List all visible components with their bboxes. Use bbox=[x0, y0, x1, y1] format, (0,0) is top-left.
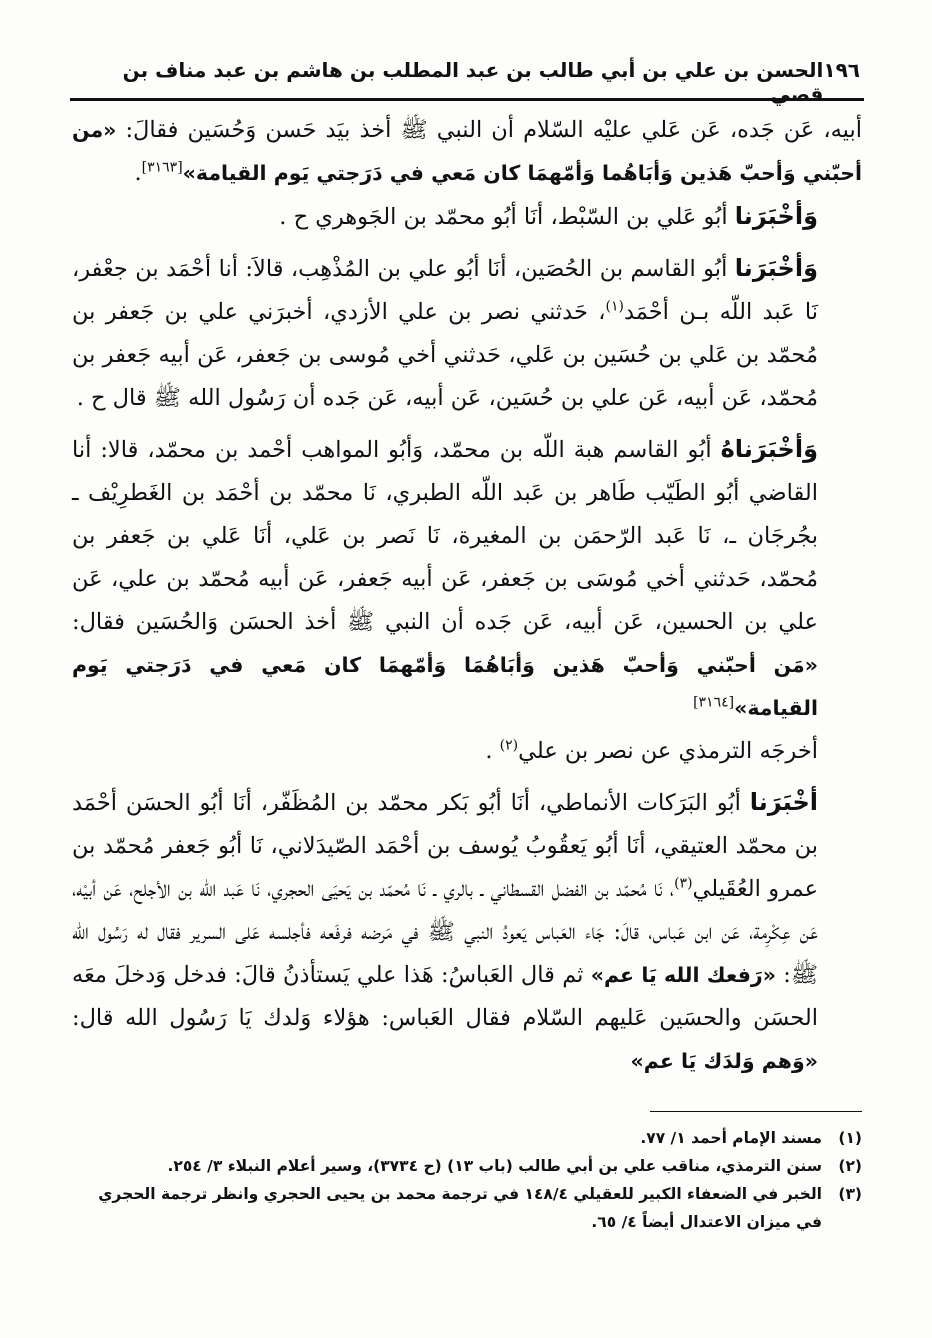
paragraph-text: أبُو البَرَكات الأنماطي، أنَا أبُو بَكر محمّد بن المُظَفّر، أنَا أبُو الحسَن أحْمَد بن محمّد العتيقي، أنَا أبُو يَعقُوبُ يُوسف بن أحْمَد الصّيدَلاني، نَا أبُو جَعفر مُحمّد بن عمرو العُقَيلي bbox=[72, 790, 818, 902]
lead-word: أخْبَرَنا bbox=[749, 788, 818, 816]
hadith-quote: «مَن أحبّني وَأحبّ هَذين وَأبَاهُمَا وَأمّهمَا كان مَعي في دَرَجتي يَوم القيامة» bbox=[72, 653, 818, 720]
lead-word: وَأخْبَرَنا bbox=[734, 254, 818, 282]
paragraph-end: . bbox=[485, 738, 500, 764]
main-text bbox=[72, 109, 862, 1083]
footnote-text: سنن الترمذي، مناقب علي بن أبي طالب (باب ١٣) (ح ٣٧٣٤)، وسير أعلام النبلاء ٣/ ٢٥٤. bbox=[167, 1157, 822, 1175]
footnote-number: (٢) bbox=[838, 1157, 862, 1175]
paragraph-1 bbox=[72, 109, 862, 195]
footnote-number: (٣) bbox=[838, 1185, 862, 1203]
hadith-number: [٣١٦٤] bbox=[693, 694, 735, 711]
footnote-marker[interactable]: (٣) bbox=[674, 875, 693, 892]
hadith-quote: «وَهم وَلدَك يَا عم» bbox=[630, 1049, 818, 1073]
footnote-3 bbox=[72, 1180, 862, 1236]
footnote-marker[interactable]: (٢) bbox=[499, 737, 519, 754]
paragraph-2 bbox=[72, 195, 862, 239]
paragraph-text: ، نَا مُحمّد بن الفضل القسطاني ـ بالري ـ نَا مُحمّد بن يَحيَى الحجري، نَا عَبد اللّه بن الأجلح، عَن أبيْه، عَن عِكْرِمة، عَن ابن عَباس، قالَ: جَاء العَباس يَعودُ النبي ﷺ في مَرضه فرفَعه فأجلسه عَلى السرير فقال له رَسُول الله ﷺ: bbox=[72, 876, 819, 988]
hadith-number: [٣١٦٣] bbox=[141, 159, 183, 176]
page-number: ١٩٦ bbox=[823, 58, 860, 82]
paragraph-4 bbox=[72, 428, 862, 730]
hadith-quote: «رَفعك الله يَا عم» bbox=[590, 963, 776, 987]
lead-word: وَأخْبَرَنا bbox=[734, 202, 818, 230]
paragraph-text: ، حَدثني نصر بن علي الأزدي، أخبرَني علي بن جَعفر بن مُحمّد بن عَلي بن حُسَين بن عَلي، حَدثني أخي مُوسى بن جَعفر، عَن أبيه جَعفر بن مُحمّد، عَن أبيه، عَن علي بن حُسَين، عَن أبيه، عَن جَده أن رَسُول الله ﷺ قال ح . bbox=[72, 299, 818, 411]
running-title: الحسن بن علي بن أبي طالب بن عبد المطلب بن هاشم بن عبد مناف بن قصي bbox=[122, 58, 824, 106]
footnote-marker[interactable]: (١) bbox=[605, 298, 624, 315]
paragraph-text: ثم قال العَباسُ: هَذا علي يَستأذنُ قالَ: فدخل وَدخلَ معَه الحسَن والحسَين عَليهم السّلام فقال العَباس: هؤلاء وَلدك يَا رَسُول الله قال: bbox=[72, 962, 818, 1031]
footnotes bbox=[72, 1124, 862, 1236]
footnote-2 bbox=[72, 1152, 862, 1180]
footnote-text: الخبر في الضعفاء الكبير للعقيلي ١٤٨/٤ في ترجمة محمد بن يحيى الحجري وانظر ترجمة الحجري في ميزان الاعتدال أيضاً ٤/ ٦٥. bbox=[98, 1185, 822, 1231]
lead-word: وَأخْبَرَناهُ bbox=[720, 435, 818, 463]
footnote-text: مسند الإمام أحمد ١/ ٧٧. bbox=[640, 1129, 822, 1147]
paragraph-5 bbox=[72, 730, 862, 773]
paragraph-end: . bbox=[134, 160, 142, 186]
paragraph-text: أبيه، عَن جَده، عَن عَلي عليْه السّلام أن النبي ﷺ أخذ بيَد حَسن وَحُسَين فقالَ: bbox=[116, 117, 862, 143]
paragraph-text: أخرجَه الترمذي عن نصر بن علي bbox=[518, 738, 818, 764]
paragraph-3 bbox=[72, 247, 862, 420]
footnote-separator bbox=[650, 1111, 862, 1112]
paragraph-text: أبُو عَلي بن السّبْط، أنَا أبُو محمّد بن الجَوهري ح . bbox=[279, 204, 735, 230]
hadith-quote: «من أحبّني وَأحبّ هَذين وَأبَاهُما وَأمّهمَا كان مَعي في دَرَجتي يَوم القيامة» bbox=[72, 118, 862, 185]
paragraph-text: أبُو القاسم بن الحُصَين، أنَا أبُو علي بن المُذْهِب، قالاَ: أنا أحْمَد بن جعْفر، نَا عَبد اللّه بـن أحْمَد bbox=[72, 256, 818, 325]
footnote-number: (١) bbox=[838, 1129, 862, 1147]
paragraph-6 bbox=[72, 781, 862, 1083]
footnote-1 bbox=[72, 1124, 862, 1152]
running-header bbox=[72, 58, 862, 106]
paragraph-text: أبُو القاسم هبة اللّه بن محمّد، وَأبُو المواهب أحْمد بن محمّد، قالا: أنا القاضي أبُو الطَيّب طَاهر بن عَبد اللّه الطبري، نَا محمّد بن أحْمَد بن الغَطرِيْف ـ بجُرجَان ـ، نَا عَبد الرّحمَن بن المغيرة، نَا نَصر بن عَلي، أنَا عَلي بن جَعفر بن مُحمّد، حَدثني أخي مُوسَى بن جَعفر، عَن أبيه جَعفر، عَن أبيه مُحمّد بن علي، عَن علي بن الحسين، عَن أبيه، عَن جَده أن النبي ﷺ أخذ الحسَن وَالحُسَين فقال: bbox=[72, 437, 818, 635]
